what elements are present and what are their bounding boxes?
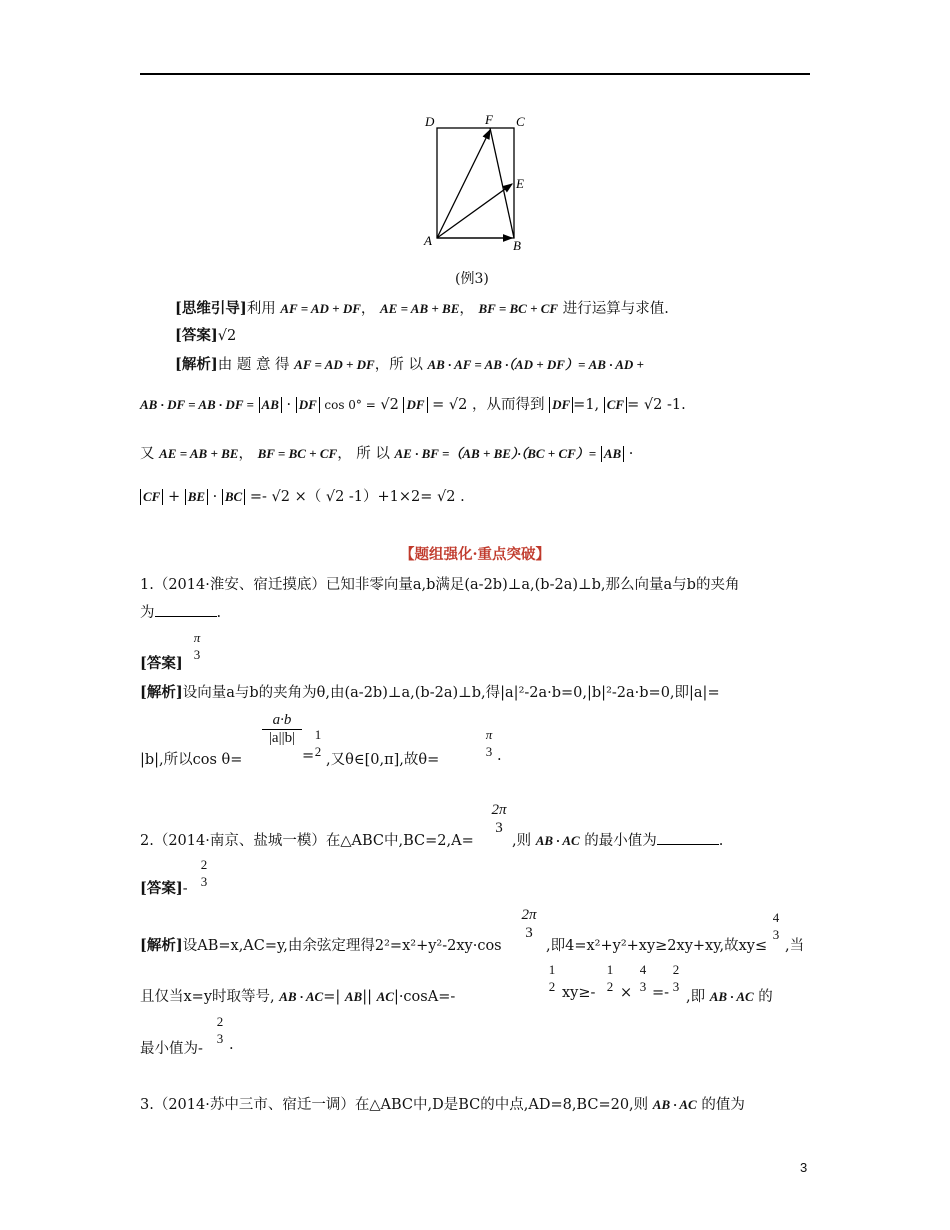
- numerator: 2: [200, 857, 208, 872]
- text: ， 所 以: [337, 446, 390, 462]
- text: 的值为: [701, 1097, 745, 1113]
- fraction-cos-theta: [262, 712, 302, 747]
- abs-be: BE: [185, 489, 208, 505]
- q2-line-tail: [512, 829, 723, 850]
- denominator: 3: [216, 1031, 224, 1046]
- q2-solution-line-2-tail: [686, 985, 773, 1006]
- vector-expr: BF = BC + CF: [257, 446, 338, 461]
- text: √2: [380, 397, 399, 413]
- thinking-guide-line: [175, 297, 669, 318]
- numerator: 2: [672, 962, 680, 977]
- q2-end: .: [229, 1037, 234, 1053]
- q1-solution-line-1: [140, 681, 720, 702]
- answer-blank: [657, 832, 719, 845]
- q2-solution-line-1: [140, 934, 502, 955]
- denominator: 3: [200, 874, 208, 889]
- denominator: 3: [772, 927, 780, 942]
- section-heading: 【题组强化·重点突破】: [399, 546, 551, 563]
- vector-expr: AF = AD + DF: [294, 357, 375, 372]
- label-a: A: [424, 233, 432, 248]
- text: 3.（2014·苏中三市、宿迁一调）在△ABC中,D是BC的中点,AD=8,BC=20,则: [140, 1097, 649, 1113]
- denominator: 3: [495, 820, 503, 836]
- text: |b|,所以cos θ=: [140, 752, 243, 768]
- fraction-4-3-b: [637, 962, 649, 995]
- numerator: π: [193, 630, 201, 645]
- vector-expr: AE = AB + BE: [159, 446, 239, 461]
- q1-answer: [140, 652, 183, 673]
- q2-solution-mid: ,即4=x²+y²+xy≥2xy+xy,故xy≤: [546, 938, 768, 954]
- text: =1,: [573, 397, 600, 413]
- text: =|: [323, 989, 341, 1005]
- abs-cf: CF: [140, 489, 163, 505]
- text: ,则: [512, 833, 532, 849]
- tag-solution: [解析]: [175, 356, 218, 373]
- q1-end: .: [497, 748, 502, 764]
- tag-solution: [解析]: [140, 937, 183, 954]
- q2-answer: [140, 877, 188, 898]
- text: 设向量a与b的夹角为θ,由(a-2b)⊥a,(b-2a)⊥b,得|a|²-2a·b=0,|b|²-2a·b=0,即|a|=: [182, 685, 720, 701]
- text: ，: [360, 301, 376, 317]
- vector-expr: AC: [376, 989, 394, 1004]
- text: .: [216, 605, 222, 621]
- text: +: [167, 489, 181, 505]
- q1-eq: =: [302, 748, 315, 764]
- q2-solution-line-3: 最小值为-: [140, 1041, 203, 1057]
- header-rule: [140, 73, 810, 75]
- text: ，: [238, 446, 253, 462]
- vector-figure: [415, 108, 535, 258]
- vector-expr: AB · AF = AB ·（AD + DF）= AB · AD +: [427, 357, 644, 372]
- abs-cf: CF: [604, 397, 627, 413]
- text: 2.（2014·南京、盐城一模）在△ABC中,BC=2,A=: [140, 833, 474, 849]
- vector-expr: BF = BC + CF: [478, 301, 559, 316]
- text: ，所 以: [374, 357, 423, 373]
- text: 为: [140, 605, 155, 621]
- page-number: 3: [800, 1160, 808, 1175]
- q3-line: [140, 1093, 745, 1114]
- fraction-pi-3: [189, 630, 205, 663]
- text: 的: [758, 989, 773, 1005]
- denominator: 3: [485, 744, 493, 759]
- text: cos 0° =: [324, 398, 376, 412]
- answer-blank: [155, 604, 217, 617]
- vector-af: [437, 130, 490, 238]
- fraction-2-3-b: [670, 962, 682, 995]
- vector-expr: AB · AC: [652, 1097, 697, 1112]
- q2-line: [140, 829, 474, 850]
- fraction-2pi-3: [484, 802, 514, 837]
- text: =- √2 ×（ √2 -1）+1×2= √2 .: [249, 489, 465, 505]
- q2-solution-end: ,当: [785, 938, 805, 954]
- text: ,又θ∈[0,π],故θ=: [326, 752, 440, 768]
- q2-xy: xy≥-: [562, 985, 596, 1001]
- abs-df: DF: [549, 397, 573, 413]
- text: |·cosA=-: [393, 989, 456, 1005]
- fraction-2-3-c: [214, 1014, 226, 1047]
- text: 设AB=x,AC=y,由余弦定理得2²=x²+y²-2xy·cos: [182, 938, 502, 954]
- text: ·: [212, 489, 218, 505]
- numerator: 1: [548, 962, 556, 977]
- vector-expr: AF = AD + DF: [280, 301, 361, 316]
- denominator: 3: [672, 979, 680, 994]
- tag-answer: [答案]: [140, 880, 183, 897]
- denominator: |a||b|: [268, 730, 296, 746]
- label-f: F: [485, 112, 493, 127]
- fraction-half-b: [604, 962, 616, 995]
- q1-line-1: 1.（2014·淮安、宿迁摸底）已知非零向量a,b满足(a-2b)⊥a,(b-2a)⊥b,那么向量a与b的夹角: [140, 577, 740, 593]
- tag-answer: [答案]: [175, 327, 218, 344]
- numerator: 2π: [491, 802, 507, 818]
- denominator: 3: [525, 925, 533, 941]
- q1-solution-line-2: [140, 748, 242, 769]
- answer-value: √2: [217, 328, 237, 344]
- denominator: 3: [639, 979, 647, 994]
- abs-ab: AB: [601, 446, 624, 462]
- text: = √2 ，从而得到: [432, 397, 545, 413]
- label-c: C: [516, 114, 525, 129]
- q1-solution-tail: [326, 748, 439, 769]
- label-e: E: [516, 176, 524, 191]
- answer-line: [175, 324, 236, 345]
- tag-answer: [答案]: [140, 655, 183, 672]
- fraction-2pi-3-b: [514, 907, 544, 942]
- text: ·: [286, 397, 292, 413]
- numerator: 1: [314, 727, 322, 742]
- abs-df: DF: [403, 397, 427, 413]
- fraction-pi-3-b: [482, 727, 496, 760]
- numerator: a·b: [262, 712, 302, 730]
- abs-bc: BC: [222, 489, 245, 505]
- fraction-half: [312, 727, 324, 760]
- vector-ae: [437, 184, 512, 238]
- figure-caption: (例3): [455, 271, 489, 287]
- fraction-2-3: [198, 857, 210, 890]
- solution-line-4: [140, 485, 465, 506]
- text: ·: [628, 446, 634, 462]
- denominator: 3: [193, 647, 201, 662]
- numerator: 4: [639, 962, 647, 977]
- numerator: 4: [772, 910, 780, 925]
- text: 利用: [246, 301, 276, 317]
- text: -: [182, 881, 188, 897]
- text: 由 题 意 得: [217, 357, 290, 373]
- numerator: 2π: [521, 907, 537, 923]
- fraction-half-a: [546, 962, 558, 995]
- vector-expr: AB · AC: [279, 989, 324, 1004]
- denominator: 2: [548, 979, 556, 994]
- solution-line-1: [175, 353, 644, 374]
- label-d: D: [425, 114, 435, 129]
- text: = √2 -1.: [627, 397, 686, 413]
- numerator: 1: [606, 962, 614, 977]
- abs-ab: AB: [259, 397, 282, 413]
- denominator: 2: [314, 744, 322, 759]
- denominator: 2: [606, 979, 614, 994]
- text: 且仅当x=y时取等号,: [140, 989, 275, 1005]
- text: 进行运算与求值.: [562, 301, 669, 317]
- label-b: B: [513, 238, 521, 253]
- vector-expr: AE · BF =（AB + BE）·（BC + CF）=: [394, 446, 597, 461]
- vector-expr: AB · AC: [535, 833, 580, 848]
- tag-solution: [解析]: [140, 684, 183, 701]
- q2-solution-line-2: [140, 985, 455, 1006]
- text: .: [718, 833, 724, 849]
- vector-expr: AB: [344, 989, 363, 1004]
- vector-expr: AB · DF = AB · DF =: [140, 397, 254, 412]
- tag-thinking-guide: [思维引导]: [175, 300, 247, 317]
- text: ，: [459, 301, 474, 317]
- vector-expr: AE = AB + BE: [380, 301, 460, 316]
- vector-expr: AB · AC: [709, 989, 754, 1004]
- q2-eq: =-: [652, 985, 670, 1001]
- numerator: 2: [216, 1014, 224, 1029]
- abs-df: DF: [296, 397, 320, 413]
- numerator: π: [485, 727, 493, 742]
- text: ||: [362, 989, 372, 1005]
- solution-line-2: [140, 393, 686, 414]
- text: ,即: [686, 989, 706, 1005]
- text: 又: [140, 446, 155, 462]
- q2-times: ×: [620, 985, 633, 1001]
- text: 的最小值为: [584, 833, 657, 849]
- fraction-4-3: [770, 910, 782, 943]
- segment-bf: [490, 128, 514, 238]
- solution-line-3: [140, 442, 633, 463]
- q1-line-2: [140, 601, 221, 622]
